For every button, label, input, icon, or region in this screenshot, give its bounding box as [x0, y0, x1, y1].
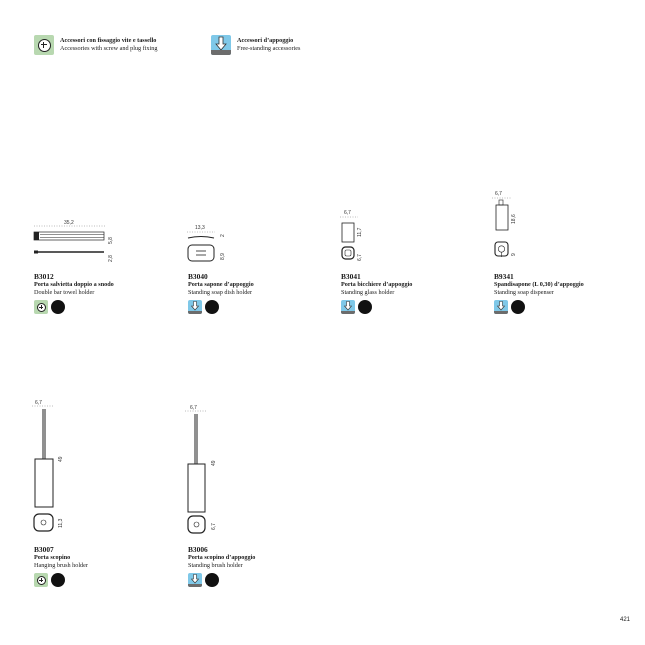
product-b3007 — [34, 545, 184, 587]
dimension-width: 6,7 — [495, 191, 502, 197]
dimension-width: 6,7 — [344, 210, 351, 216]
dimension-height: 18,6 — [511, 214, 517, 224]
product-code: B9341 — [494, 272, 514, 281]
product-name-it: Porta sapone d’appoggio — [188, 281, 254, 288]
product-drawing-b3012 — [30, 220, 120, 265]
product-b3006 — [188, 545, 338, 587]
black-finish-icon — [511, 300, 525, 314]
product-name-it: Porta bicchiere d’appoggio — [341, 281, 413, 288]
product-name-it: Porta salvietta doppio a snodo — [34, 281, 114, 288]
dimension-depth: 9 — [511, 253, 517, 256]
free-standing-icon — [494, 300, 508, 314]
product-b3041 — [341, 272, 491, 314]
legend-subtitle: Free-standing accessories — [237, 44, 301, 52]
product-code: B3040 — [188, 272, 208, 281]
dimension-width: 6,7 — [35, 400, 42, 406]
black-finish-icon — [205, 300, 219, 314]
dimension-height: 11,7 — [357, 227, 363, 237]
black-finish-icon — [358, 300, 372, 314]
product-code: B3006 — [188, 545, 208, 554]
legend-title: Accessori d’appoggio — [237, 37, 294, 44]
product-drawing-b9341 — [490, 196, 530, 266]
product-drawing-b3040 — [185, 228, 235, 268]
dimension-depth: 6,7 — [211, 523, 217, 530]
free-standing-icon — [211, 35, 231, 55]
screw-plug-icon — [34, 35, 54, 55]
product-b3040 — [188, 272, 338, 314]
dimension-height: 49 — [58, 456, 64, 462]
black-finish-icon — [51, 573, 65, 587]
product-name-it: Porta scopino d’appoggio — [188, 554, 256, 561]
product-name-en: Standing brush holder — [188, 561, 243, 569]
dimension-depth: 8,9 — [220, 253, 226, 260]
free-standing-icon — [341, 300, 355, 314]
product-name-en: Hanging brush holder — [34, 561, 88, 569]
product-name-en: Standing glass holder — [341, 288, 395, 296]
dimension-depth: 5,8 — [108, 237, 114, 244]
dimension-depth: 11,3 — [58, 518, 64, 528]
free-standing-icon — [188, 573, 202, 587]
product-code: B3041 — [341, 272, 361, 281]
screw-plug-icon — [34, 573, 48, 587]
product-drawing-b3007 — [30, 404, 70, 539]
dimension-height: 2 — [220, 234, 226, 237]
dimension-height: 2,8 — [108, 255, 114, 262]
product-name-en: Standing soap dispenser — [494, 288, 554, 296]
dimension-height: 49 — [211, 460, 217, 466]
product-name-en: Double bar towel holder — [34, 288, 95, 296]
screw-plug-icon — [34, 300, 48, 314]
black-finish-icon — [205, 573, 219, 587]
dimension-depth: 6,7 — [357, 254, 363, 261]
page-number: 421 — [619, 617, 630, 623]
dimension-width: 13,3 — [195, 225, 205, 231]
product-code: B3012 — [34, 272, 54, 281]
product-name-it: Porta scopino — [34, 554, 71, 561]
legend-title: Accessori con fissaggio vite e tassello — [60, 37, 157, 44]
product-b9341 — [494, 272, 644, 314]
free-standing-icon — [188, 300, 202, 314]
product-drawing-b3006 — [183, 408, 223, 538]
product-name-en: Standing soap dish holder — [188, 288, 253, 296]
legend-screw-fixing — [34, 35, 157, 55]
black-finish-icon — [51, 300, 65, 314]
product-name-it: Spandisapone (L 0,30) d’appoggio — [494, 281, 584, 288]
legend-subtitle: Accessories with screw and plug fixing — [60, 44, 158, 52]
dimension-width: 6,7 — [190, 405, 197, 411]
legend-free-standing — [211, 35, 300, 55]
dimension-width: 35,2 — [64, 220, 74, 226]
product-code: B3007 — [34, 545, 54, 554]
product-b3012 — [34, 272, 184, 314]
